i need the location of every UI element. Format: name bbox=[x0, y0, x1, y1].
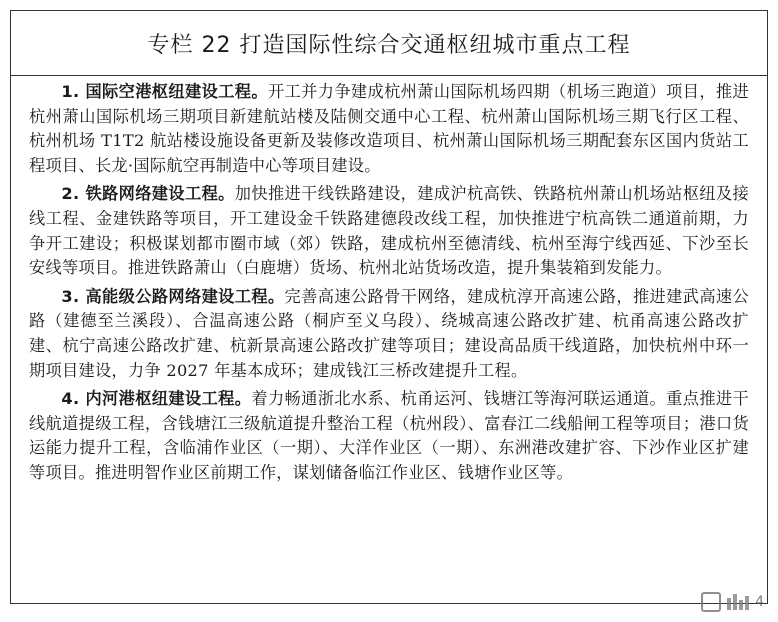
item-1 bbox=[29, 80, 749, 178]
item-4 bbox=[29, 387, 749, 485]
watermark-logo-icon bbox=[701, 592, 721, 612]
item-3-body: 完善高速公路骨干网络，建成杭淳开高速公路，推进建武高速公路（建德至兰溪段）、合温高速公路（桐庐至义乌段）、绕城高速公路改扩建、杭甬高速公路改扩建、杭宁高速公路改扩建、杭新景高速公路改扩建等项目；建设高品质干线道路，加快杭州中环一期项目建设，力争 2027 年基本成环；建成钱江三桥改建提升工程。 bbox=[29, 286, 749, 380]
item-4-heading: 4. 内河港枢纽建设工程。 bbox=[61, 389, 252, 409]
item-1-heading: 1. 国际空港枢纽建设工程。 bbox=[61, 82, 268, 101]
item-4-body: 着力畅通浙北水系、杭甬运河、钱塘江等海河联运通道。重点推进干线航道提级工程，含钱塘江三级航道提升整治工程（杭州段）、富春江二线船闸工程等项目；港口货运能力提升工程，含临浦作业区（一期）、大洋作业区（一期）、东洲港改建扩容、下沙作业区扩建等项目。推进明智作业区前期工作，谋划储备临江作业区、钱塘作业区等。 bbox=[29, 389, 749, 482]
feature-box bbox=[10, 10, 768, 604]
watermark bbox=[701, 592, 764, 612]
item-1-body: 开工并力争建成杭州萧山国际机场四期（机场三跑道）项目，推进杭州萧山国际机场三期项目新建航站楼及陆侧交通中心工程、杭州萧山国际机场三期飞行区工程、杭州机场 T1T2 航站楼设施设备更新及装修改造项目、杭州萧山国际机场三期配套东区国内货站工程项目、长龙·国际航空再制造中心等项目建设。 bbox=[29, 82, 749, 175]
item-3-heading: 3. 高能级公路网络建设工程。 bbox=[61, 286, 285, 306]
item-3 bbox=[29, 285, 749, 383]
item-2 bbox=[29, 182, 749, 280]
watermark-text: 4 bbox=[755, 594, 764, 610]
item-2-heading: 2. 铁路网络建设工程。 bbox=[61, 184, 235, 204]
watermark-bars-icon bbox=[727, 594, 749, 610]
box-content bbox=[11, 76, 767, 486]
item-2-body: 加快推进干线铁路建设，建成沪杭高铁、铁路杭州萧山机场站枢纽及接线工程、金建铁路等项目，开工建设金千铁路建德段改线工程，加快推进宁杭高铁二通道前期，力争开工建设；积极谋划都市圈市域（郊）铁路，建成杭州至德清线、杭州至海宁线西延、下沙至长安线等项目。推进铁路萧山（白鹿塘）货场、杭州北站货场改造，提升集装箱到发能力。 bbox=[29, 184, 749, 278]
box-title: 专栏 22 打造国际性综合交通枢纽城市重点工程 bbox=[147, 32, 631, 58]
